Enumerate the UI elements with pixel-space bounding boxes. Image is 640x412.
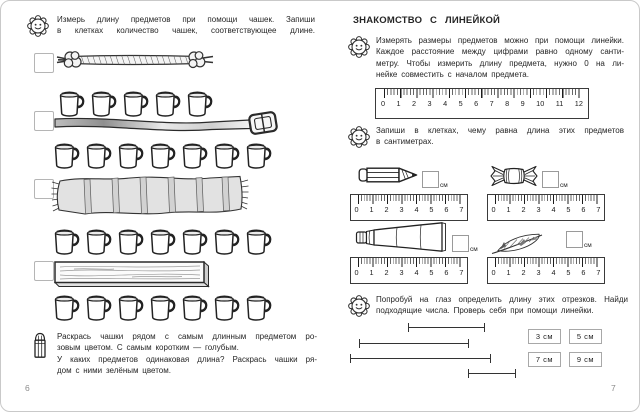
ruler-number: 6 [581, 267, 586, 277]
cup-icon [148, 225, 178, 259]
plank-image [52, 259, 214, 290]
ruler-number: 0 [354, 267, 359, 277]
segment-7cm [359, 339, 469, 348]
text-line: Измерять размеры предметов можно при помощи линейки. [376, 36, 624, 45]
ruler-number: 5 [429, 204, 434, 214]
cup-icon [52, 225, 82, 259]
tube-image [355, 221, 449, 253]
ruler-number: 0 [491, 267, 496, 277]
cm-answer-box-candy[interactable] [542, 171, 559, 188]
cm-unit-label: см [470, 246, 478, 253]
page-title: ЗНАКОМСТВО С ЛИНЕЙКОЙ [353, 15, 501, 26]
cups-row-plank [52, 291, 274, 325]
ruler-number: 4 [551, 204, 556, 214]
cup-icon [148, 139, 178, 173]
big-ruler [375, 88, 589, 119]
cup-icon [84, 139, 114, 173]
cup-icon [116, 225, 146, 259]
cup-icon [148, 291, 178, 325]
answer-option-7cm[interactable]: 7 см [528, 352, 561, 367]
ruler-number: 6 [474, 98, 479, 108]
text-line: дом с ними зелёным цветом. [57, 366, 171, 376]
ruler-number: 0 [354, 204, 359, 214]
ruler-numbers [492, 268, 601, 277]
task-segments-text [376, 294, 628, 317]
ruler-number: 1 [369, 267, 374, 277]
ruler-number: 1 [506, 267, 511, 277]
sun-smiley-icon [348, 36, 370, 58]
cm-unit-label: см [560, 182, 568, 189]
ruler-numbers [355, 205, 464, 214]
ruler-number: 4 [551, 267, 556, 277]
cup-icon [84, 291, 114, 325]
ruler-number: 12 [574, 98, 583, 108]
feather-image [490, 232, 544, 256]
ruler-major-ticks [495, 195, 599, 204]
page-number-right: 7 [611, 383, 616, 393]
cup-icon [180, 225, 210, 259]
sun-smiley-icon [27, 15, 49, 37]
segment-5cm [408, 323, 485, 332]
ruler-major-ticks [384, 89, 581, 98]
text-line: Раскрась чашки рядом с самым длинным предметом ро- [57, 332, 317, 341]
ruler-major-ticks [358, 195, 462, 204]
ruler-numbers [355, 268, 464, 277]
sun-smiley-icon [348, 126, 370, 148]
text-line: в клетках количество чашек, соответствующее длине. [57, 26, 315, 36]
text-line: Измерь длину предметов при помощи чашек. Запиши [57, 15, 315, 24]
task-measure-cups-text [57, 14, 315, 37]
text-line: Каждое расстояние между цифрами равно одному санти- [376, 47, 624, 57]
small-ruler-pencil [350, 194, 468, 221]
answer-box-belt[interactable] [34, 111, 54, 131]
ruler-number: 4 [443, 98, 448, 108]
ruler-number: 5 [566, 267, 571, 277]
rope-image [55, 47, 215, 73]
crayon-icon [32, 332, 48, 360]
belt-image [52, 109, 280, 136]
answer-option-9cm[interactable]: 9 см [569, 352, 602, 367]
ruler-number: 6 [581, 204, 586, 214]
ruler-number: 1 [506, 204, 511, 214]
text-line: зовым цветом. С самым коротким — голубым. [57, 343, 239, 353]
text-line: Запиши в клетках, чему равна длина этих предметов [376, 126, 624, 135]
answer-option-5cm[interactable]: 5 см [569, 329, 602, 344]
ruler-number: 3 [536, 204, 541, 214]
text-line: подходящие числа. Проверь себя при помощи линейки. [376, 306, 594, 316]
ruler-numbers [381, 99, 583, 108]
ruler-number: 11 [555, 98, 564, 108]
sun-smiley-icon [348, 295, 370, 317]
small-ruler-feather [487, 257, 605, 284]
ruler-number: 2 [521, 204, 526, 214]
cup-icon [212, 139, 242, 173]
ruler-number: 0 [381, 98, 386, 108]
cup-icon [244, 291, 274, 325]
ruler-number: 2 [384, 204, 389, 214]
ruler-number: 0 [491, 204, 496, 214]
cups-row-belt [52, 139, 274, 173]
ruler-number: 5 [429, 267, 434, 277]
ruler-number: 3 [427, 98, 432, 108]
ruler-number: 3 [399, 267, 404, 277]
text-line: Попробуй на глаз определить длину этих отрезков. Найди [376, 295, 628, 304]
pencil-image [358, 165, 418, 185]
cup-icon [116, 291, 146, 325]
candy-image [488, 163, 540, 189]
cup-icon [212, 291, 242, 325]
ruler-numbers [492, 205, 601, 214]
answer-option-3cm[interactable]: 3 см [528, 329, 561, 344]
segment-3cm [468, 369, 516, 378]
ruler-number: 7 [459, 204, 464, 214]
ruler-number: 5 [566, 204, 571, 214]
page-number-left: 6 [25, 383, 30, 393]
answer-box-plank[interactable] [34, 261, 54, 281]
ruler-number: 5 [458, 98, 463, 108]
task-color-cups-text [57, 331, 317, 377]
text-line: нейке совместить с началом предмета. [376, 70, 529, 80]
ruler-number: 9 [520, 98, 525, 108]
task-write-lengths-text [376, 125, 624, 148]
ruler-major-ticks [358, 258, 462, 267]
task-ruler-intro-text [376, 35, 624, 81]
small-ruler-tube [350, 257, 468, 284]
cm-answer-box-feather[interactable] [566, 231, 583, 248]
ruler-number: 8 [505, 98, 510, 108]
ruler-number: 4 [414, 204, 419, 214]
ruler-number: 1 [369, 204, 374, 214]
cup-icon [244, 139, 274, 173]
ruler-number: 3 [399, 204, 404, 214]
cup-icon [244, 225, 274, 259]
cm-unit-label: см [584, 242, 592, 249]
segment-9cm [350, 354, 491, 363]
ruler-number: 4 [414, 267, 419, 277]
cup-icon [116, 139, 146, 173]
cup-icon [52, 291, 82, 325]
cm-unit-label: см [440, 182, 448, 189]
ruler-number: 7 [596, 204, 601, 214]
cm-answer-box-pencil[interactable] [422, 171, 439, 188]
cup-icon [84, 225, 114, 259]
ruler-number: 2 [412, 98, 417, 108]
ruler-number: 3 [536, 267, 541, 277]
ruler-major-ticks [495, 258, 599, 267]
ruler-number: 10 [536, 98, 545, 108]
ruler-number: 6 [444, 267, 449, 277]
text-line: У каких предметов одинаковая длина? Раскрась чашки ря- [57, 354, 317, 364]
ruler-number: 6 [444, 204, 449, 214]
ruler-number: 2 [521, 267, 526, 277]
text-line: в сантиметрах. [376, 137, 434, 147]
ruler-number: 7 [489, 98, 494, 108]
cup-icon [180, 291, 210, 325]
scarf-image [50, 172, 250, 219]
cup-icon [180, 139, 210, 173]
ruler-number: 1 [396, 98, 401, 108]
cup-icon [212, 225, 242, 259]
cups-row-scarf [52, 225, 274, 259]
answer-box-rope[interactable] [34, 53, 54, 73]
ruler-number: 7 [459, 267, 464, 277]
ruler-number: 7 [596, 267, 601, 277]
cm-answer-box-tube[interactable] [452, 235, 469, 252]
small-ruler-candy [487, 194, 605, 221]
text-line: метру. Чтобы измерить длину предмета, нужно 0 на ли- [376, 58, 624, 68]
ruler-number: 2 [384, 267, 389, 277]
cup-icon [52, 139, 82, 173]
